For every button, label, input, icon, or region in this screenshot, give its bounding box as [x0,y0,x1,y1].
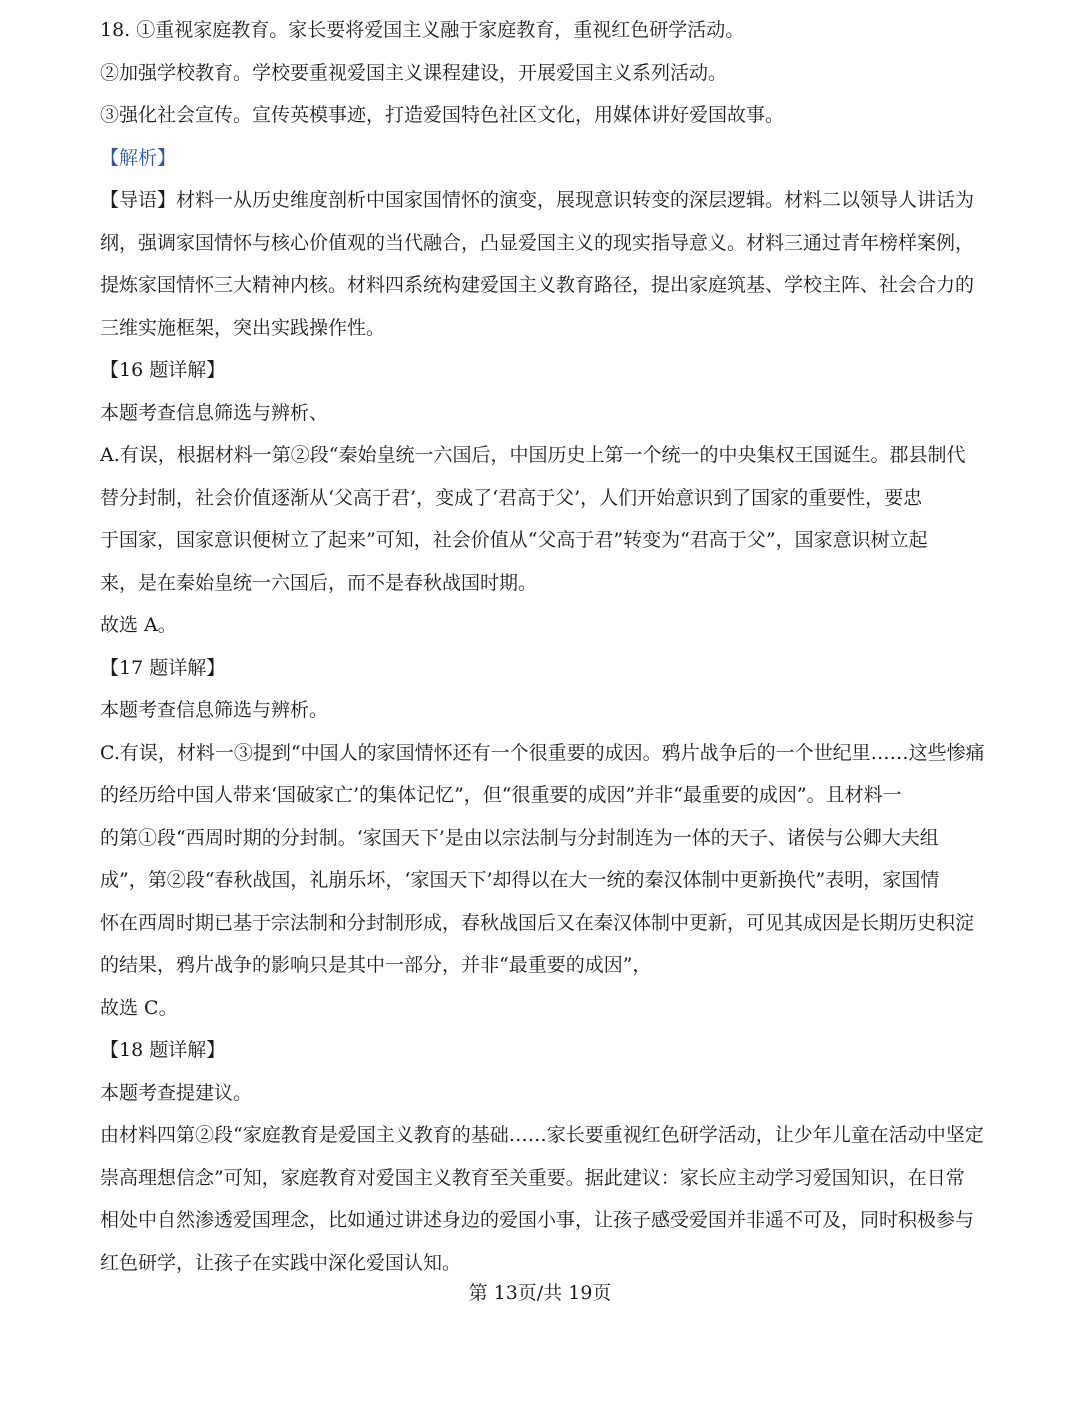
q17-line-4: 的第①段“西周时期的分封制。‘家国天下’是由以宗法制与分封制连为一体的天子、诸侯与公卿大夫组 [100,827,939,849]
q17-line-7: 的结果，鸦片战争的影响只是其中一部分，并非“最重要的成因”， [100,954,652,976]
intro-line-1: 【导语】材料一从历史维度剖析中国家国情怀的演变，展现意识转变的深层逻辑。材料二以领导人讲话为 [100,189,975,211]
q17-line-5: 成”，第②段“春秋战国，礼崩乐坏，‘家国天下’却得以在大一统的秦汉体制中更新换代”表明，家国情 [100,869,940,891]
q18-line-4: 相处中自然渗透爱国理念，比如通过讲述身边的爱国小事，让孩子感受爱国并非遥不可及，同时积极参与 [100,1209,975,1231]
intro-line-4: 三维实施框架，突出实践操作性。 [100,317,386,339]
q16-line-5: 来，是在秦始皇统一六国后，而不是春秋战国时期。 [100,572,538,594]
q18-line-1: 本题考查提建议。 [100,1082,253,1104]
q16-line-4: 于国家，国家意识便树立了起来”可知，社会价值从“父高于君”转变为“君高于父”，国家意识树立起 [100,529,928,551]
q17-line-1: 本题考查信息筛选与辨析。 [100,699,329,721]
answer-18-line-2: ②加强学校教育。学校要重视爱国主义课程建设，开展爱国主义系列活动。 [100,62,728,84]
answer-18-line-1: 18. ①重视家庭教育。家长要将爱国主义融于家庭教育，重视红色研学活动。 [100,19,745,41]
page-number-footer: 第 13页/共 19页 [468,1282,612,1304]
q18-heading: 【18 题详解】 [100,1039,226,1061]
q16-line-1: 本题考查信息筛选与辨析、 [100,402,329,424]
intro-line-2: 纲，强调家国情怀与核心价值观的当代融合，凸显爱国主义的现实指导意义。材料三通过青年榜样案例， [100,232,975,254]
q17-line-6: 怀在西周时期已基于宗法制和分封制形成，春秋战国后又在秦汉体制中更新，可见其成因是长期历史积淀 [100,912,975,934]
q16-line-2: A.有误，根据材料一第②段“秦始皇统一六国后，中国历史上第一个统一的中央集权王国诞生。郡县制代 [100,444,966,466]
q17-answer: 故选 C。 [100,997,178,1019]
q18-line-5: 红色研学，让孩子在实践中深化爱国认知。 [100,1252,462,1274]
q16-line-3: 替分封制，社会价值逐渐从‘父高于君’，变成了‘君高于父’，人们开始意识到了国家的重要性，要忠 [100,487,923,509]
q17-line-2: C.有误，材料一③提到“中国人的家国情怀还有一个很重要的成因。鸦片战争后的一个世纪里……这些惨痛 [100,742,985,764]
q16-heading: 【16 题详解】 [100,359,226,381]
q16-answer: 故选 A。 [100,614,177,636]
intro-line-3: 提炼家国情怀三大精神内核。材料四系统构建爱国主义教育路径，提出家庭筑基、学校主阵、社会合力的 [100,274,975,296]
q17-heading: 【17 题详解】 [100,657,226,679]
analysis-heading: 【解析】 [100,147,177,169]
q18-line-2: 由材料四第②段“家庭教育是爱国主义教育的基础……家长要重视红色研学活动，让少年儿童在活动中坚定 [100,1124,984,1146]
q17-line-3: 的经历给中国人带来‘国破家亡’的集体记忆”，但“很重要的成因”并非“最重要的成因”。且材料一 [100,784,902,806]
answer-18-line-3: ③强化社会宣传。宣传英模事迹，打造爱国特色社区文化，用媒体讲好爱国故事。 [100,104,785,126]
q18-line-3: 崇高理想信念”可知，家庭教育对爱国主义教育至关重要。据此建议：家长应主动学习爱国知识，在日常 [100,1167,965,1189]
